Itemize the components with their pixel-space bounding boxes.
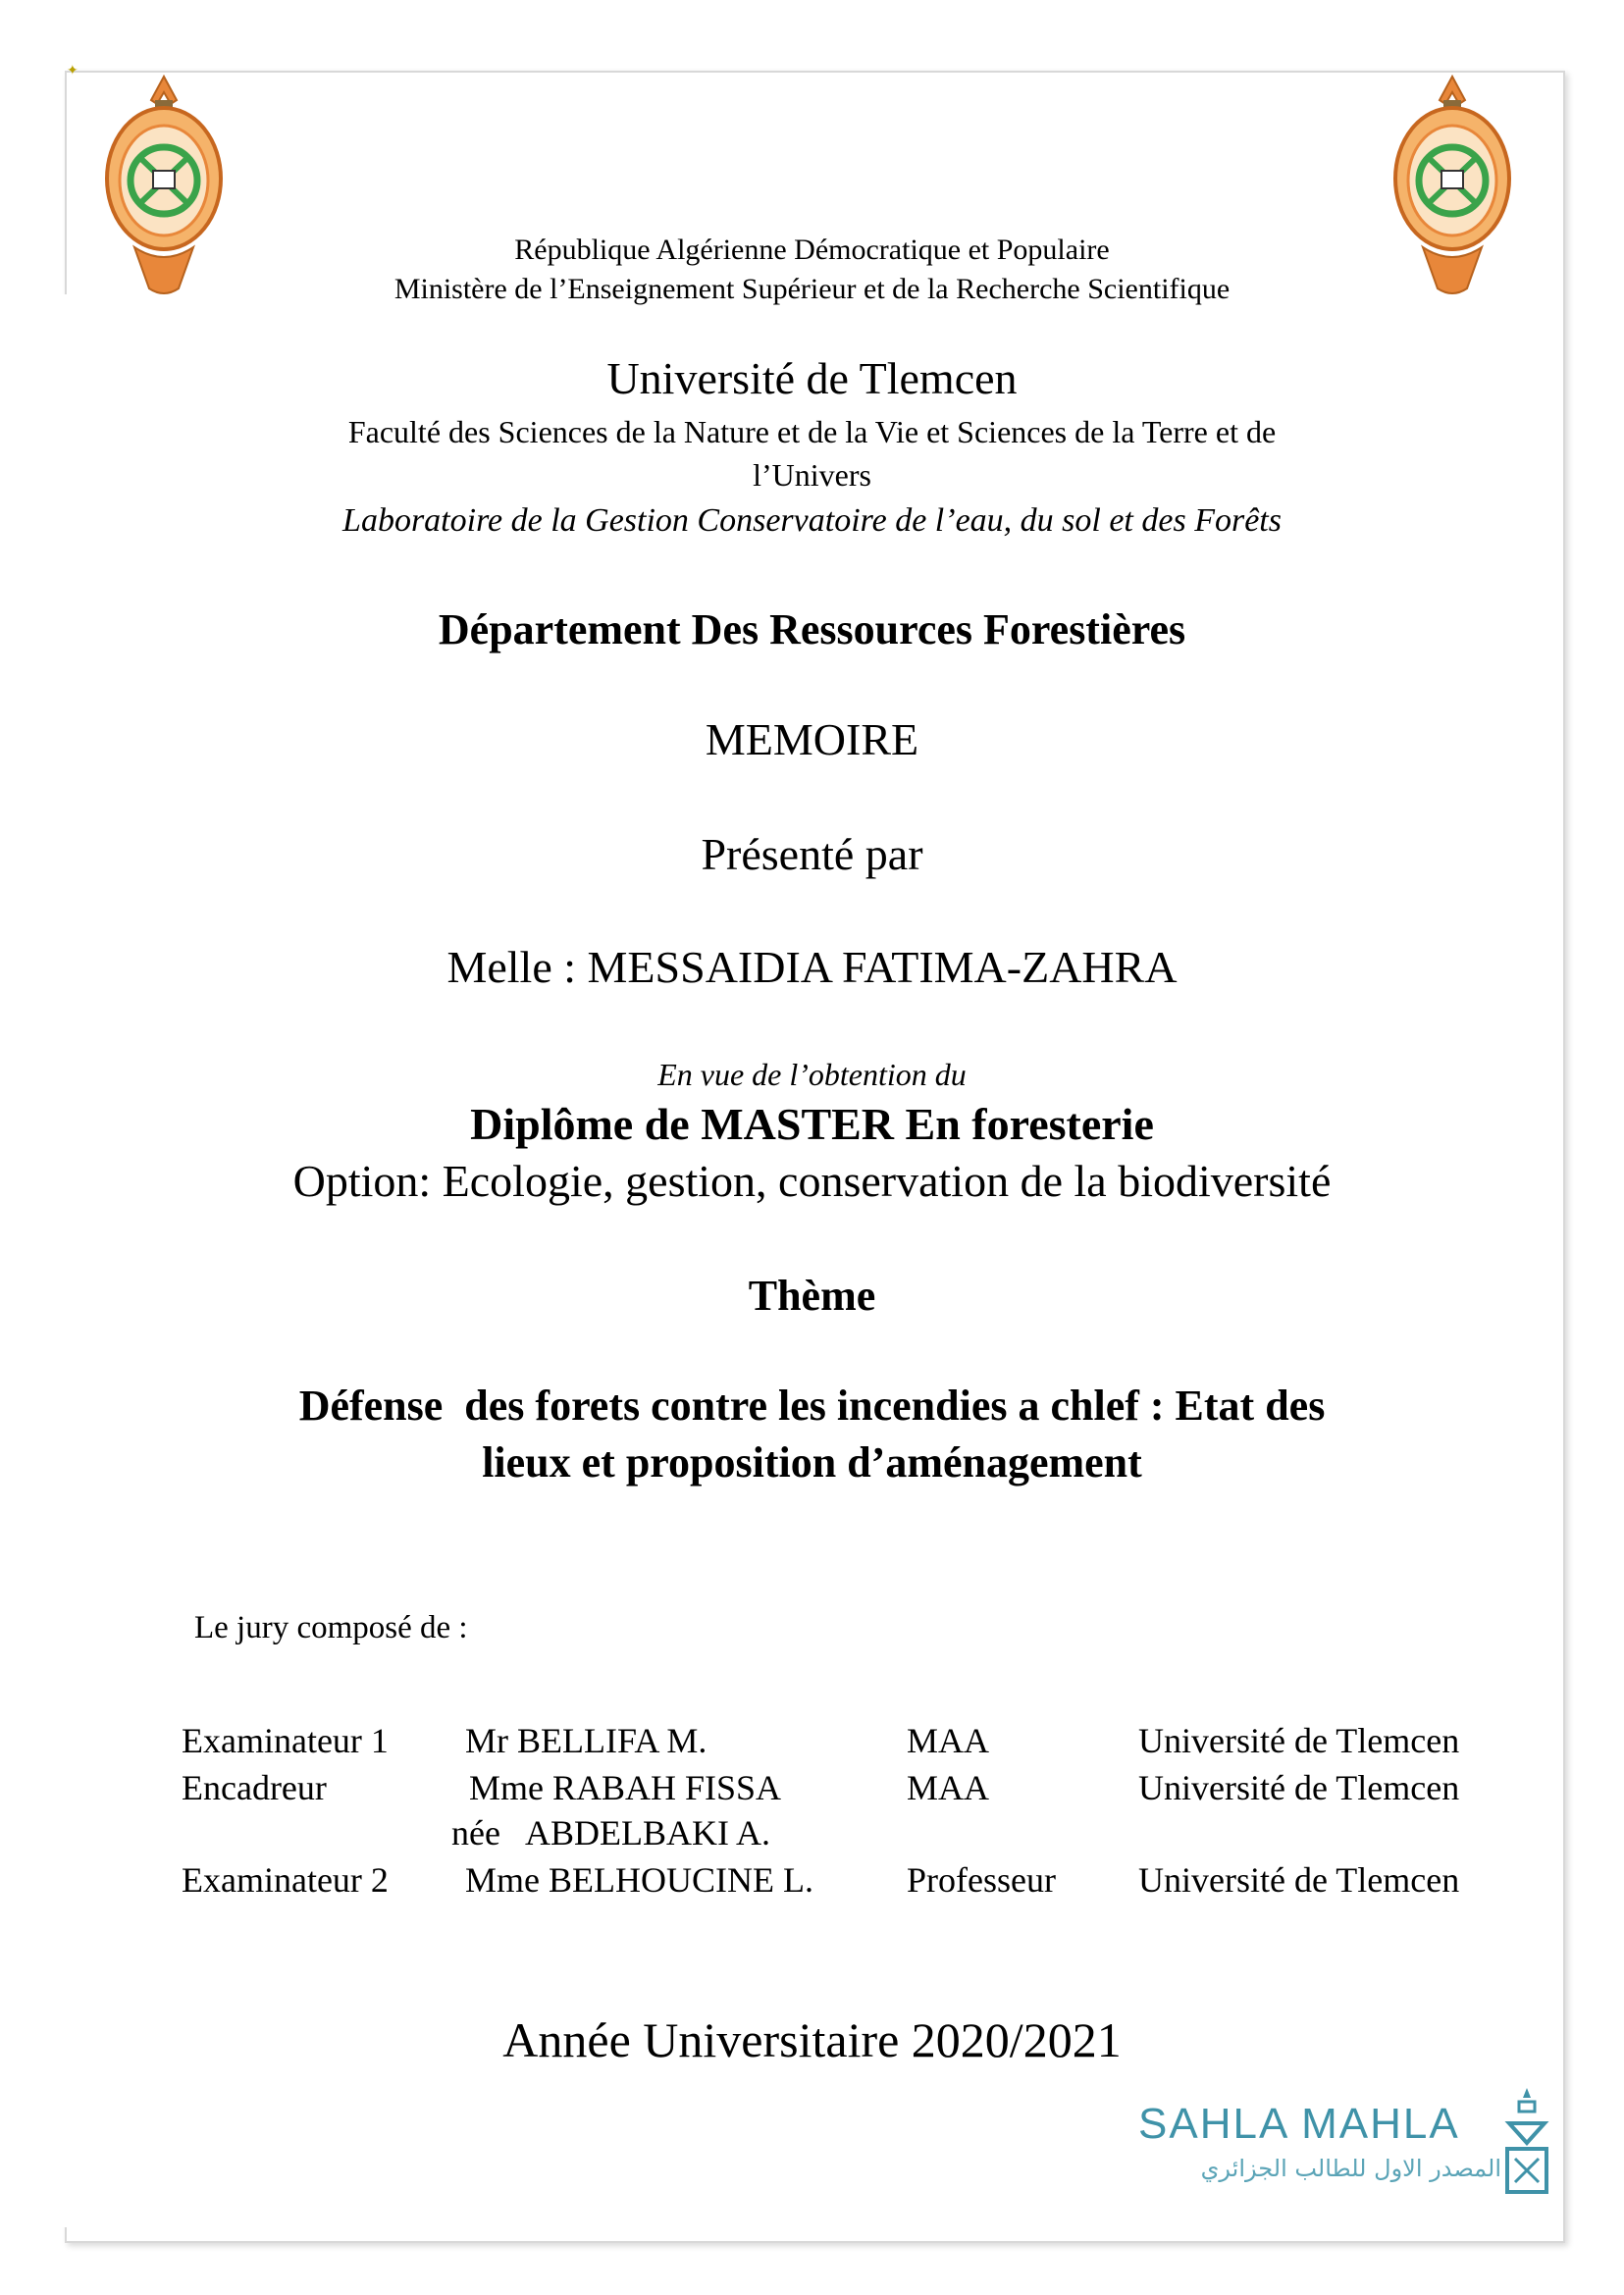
author-name: Melle : MESSAIDIA FATIMA-ZAHRA [446, 942, 1178, 992]
theme-label: Thème [748, 1272, 876, 1320]
degree-intro: En vue de l’obtention du [657, 1057, 967, 1092]
watermark-tagline: المصدر الاول للطالب الجزائري [1200, 2155, 1501, 2182]
jury-title: Le jury composé de : [194, 1610, 468, 1645]
republic-line: République Algérienne Démocratique et Populaire [514, 234, 1110, 266]
academic-year: Année Universitaire 2020/2021 [502, 2012, 1122, 2067]
jury-role: Examinateur 1 [182, 1721, 389, 1760]
department-title: Département Des Ressources Forestières [438, 605, 1186, 653]
theme-title-line-1: Défense des forets contre les incendies a chlef : Etat des [298, 1382, 1326, 1430]
jury-grade: MAA [907, 1721, 990, 1760]
jury-role: Examinateur 2 [182, 1860, 389, 1900]
corner-mark-icon: ✦ [67, 64, 79, 78]
jury-institution: Université de Tlemcen [1138, 1721, 1460, 1760]
degree-title: Diplôme de MASTER En foresterie [470, 1099, 1154, 1149]
university-name: Université de Tlemcen [606, 353, 1018, 403]
jury-role: Encadreur [182, 1768, 327, 1807]
jury-name: Mme BELHOUCINE L. [465, 1860, 813, 1900]
jury-row [0, 1721, 1624, 1760]
degree-option: Option: Ecologie, gestion, conservation de la biodiversité [292, 1156, 1332, 1206]
jury-row [0, 1860, 1624, 1900]
jury-name: Mme RABAH FISSA [469, 1768, 782, 1807]
theme-title-line-2: lieux et proposition d’aménagement [482, 1438, 1142, 1487]
jury-name: Mr BELLIFA M. [465, 1721, 707, 1760]
calligraphy-emblem-icon [1501, 2084, 1552, 2202]
jury-name-continuation: née ABDELBAKI A. [451, 1813, 770, 1852]
presented-by-label: Présenté par [701, 829, 923, 879]
watermark-logo [1138, 2100, 1550, 2208]
watermark-brand: SAHLA MAHLA [1138, 2100, 1460, 2148]
document-type: MEMOIRE [705, 714, 919, 764]
border-gap [59, 294, 71, 2227]
jury-institution: Université de Tlemcen [1138, 1768, 1460, 1807]
jury-grade: Professeur [907, 1860, 1056, 1900]
jury-grade: MAA [907, 1768, 990, 1807]
jury-row [0, 1813, 1624, 1852]
laboratory-line: Laboratoire de la Gestion Conservatoire de l’eau, du sol et des Forêts [342, 502, 1282, 539]
jury-row [0, 1768, 1624, 1807]
jury-institution: Université de Tlemcen [1138, 1860, 1460, 1900]
faculty-line-2: l’Univers [753, 457, 871, 493]
ministry-line: Ministère de l’Enseignement Supérieur et de la Recherche Scientifique [393, 273, 1231, 305]
faculty-line-1: Faculté des Sciences de la Nature et de la Vie et Sciences de la Terre et de [347, 414, 1277, 449]
